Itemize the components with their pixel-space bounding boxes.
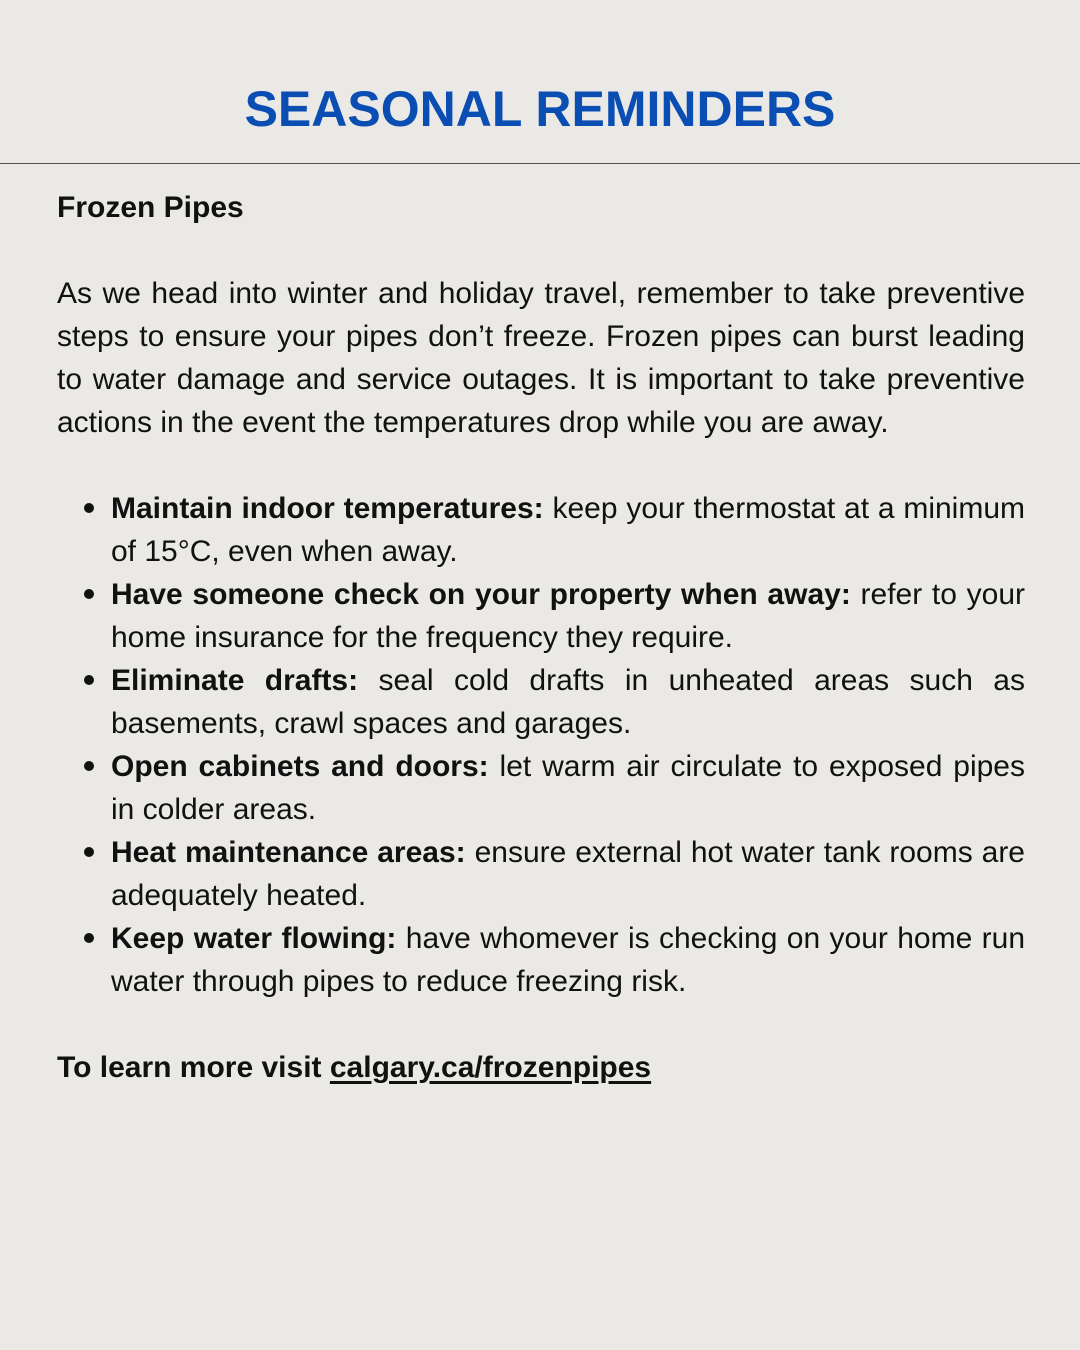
intro-paragraph: As we head into winter and holiday travel, remember to take preventive steps to ensure your pipes don’t freeze. Frozen pipes can burst leading to water damage and service outages. It is important to take preventive actions in the event the temperatures drop while you are away. bbox=[57, 277, 1025, 439]
tip-title: Keep water flowing: bbox=[111, 922, 397, 955]
title-divider bbox=[0, 163, 1080, 164]
tip-item bbox=[57, 831, 1025, 917]
tip-title: Heat maintenance areas: bbox=[111, 836, 466, 869]
tip-title: Open cabinets and doors: bbox=[111, 750, 489, 783]
tip-item bbox=[57, 745, 1025, 831]
learn-more-link[interactable]: calgary.ca/frozenpipes bbox=[329, 1051, 652, 1084]
bullet-icon bbox=[84, 761, 94, 771]
tip-text: let warm air circulate to exposed pipes in colder areas. bbox=[111, 750, 1025, 826]
tip-text: have whomever is checking on your home run water through pipes to reduce freezing risk. bbox=[111, 922, 1025, 998]
learn-more-line bbox=[57, 1046, 1025, 1089]
bullet-icon bbox=[84, 589, 94, 599]
tip-item bbox=[57, 487, 1025, 573]
section-heading: Frozen Pipes bbox=[57, 191, 244, 224]
bullet-icon bbox=[84, 675, 94, 685]
tip-text: keep your thermostat at a minimum of 15°C, even when away. bbox=[111, 492, 1025, 568]
tip-item bbox=[57, 659, 1025, 745]
tip-title: Maintain indoor temperatures: bbox=[111, 492, 544, 525]
tip-title: Have someone check on your property when away: bbox=[111, 578, 851, 611]
tip-title: Eliminate drafts: bbox=[111, 664, 359, 697]
tip-item bbox=[57, 573, 1025, 659]
tip-text: seal cold drafts in unheated areas such as basements, crawl spaces and garages. bbox=[111, 664, 1025, 740]
bullet-icon bbox=[84, 933, 94, 943]
bullet-icon bbox=[84, 847, 94, 857]
learn-more-prefix: To learn more visit bbox=[57, 1051, 322, 1084]
tips-list bbox=[57, 487, 1025, 1003]
tip-item bbox=[57, 917, 1025, 1003]
page-title: SEASONAL REMINDERS bbox=[244, 81, 836, 137]
tip-text: ensure external hot water tank rooms are adequately heated. bbox=[111, 836, 1025, 912]
content-area bbox=[57, 186, 1025, 1089]
bullet-icon bbox=[84, 503, 94, 513]
tip-text: refer to your home insurance for the frequency they require. bbox=[111, 578, 1026, 654]
